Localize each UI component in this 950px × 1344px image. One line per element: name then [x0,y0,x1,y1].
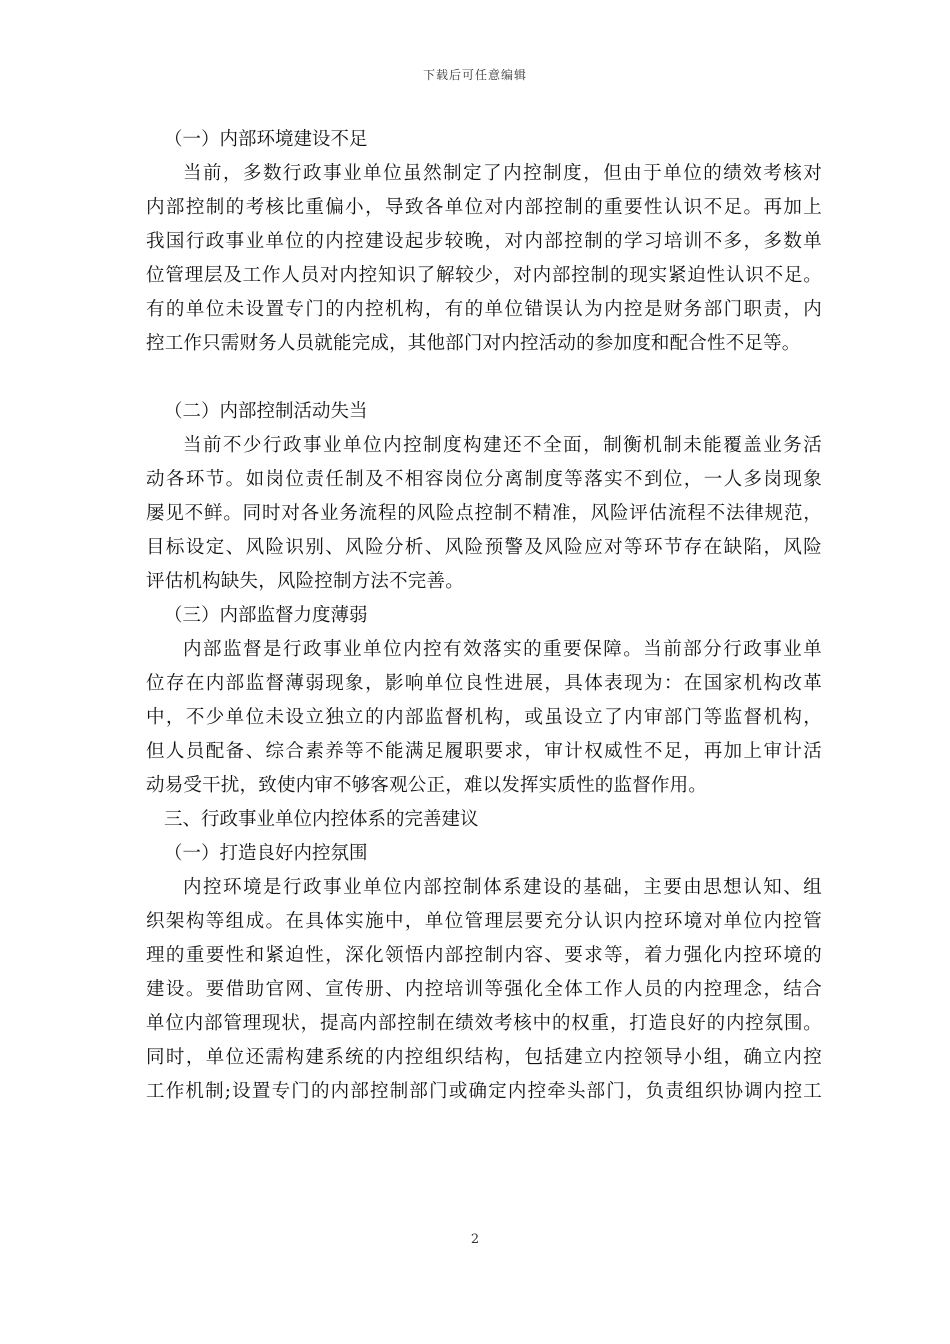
paragraph-line: 内部监督是行政事业单位内控有效落实的重要保障。当前部分行政事业单 [183,639,822,660]
paragraph-control-atmosphere [146,871,822,1109]
paragraph-line: 目标设定、风险识别、风险分析、风险预警及风险应对等环节存在缺陷，风险 [146,537,822,558]
paragraph-line: 建设。要借助官网、宣传册、内控培训等强化全体工作人员的内控理念，结合 [146,979,822,1000]
paragraph-line: 中，不少单位未设立独立的内部监督机构，或虽设立了内审部门等监督机构， [146,707,822,728]
paragraph-line: 动各环节。如岗位责任制及不相容岗位分离制度等落实不到位，一人多岗现象 [146,469,822,490]
paragraph-line: 织架构等组成。在具体实施中，单位管理层要充分认识内控环境对单位内控管 [146,911,822,932]
paragraph-line: 当前不少行政事业单位内控制度构建还不全面，制衡机制未能覆盖业务活 [183,435,822,456]
chapter-heading-improvement-suggestions: 三、行政事业单位内控体系的完善建议 [164,809,479,830]
page-header: 下载后可任意编辑 [422,68,527,82]
paragraph-line: 我国行政事业单位的内控建设起步较晚，对内部控制的学习培训不多，多数单 [146,231,822,252]
section-heading-control-activities: （二）内部控制活动失当 [164,401,368,422]
paragraph-line: 控工作只需财务人员就能完成，其他部门对内控活动的参加度和配合性不足等。 [146,333,801,354]
blank-line [146,361,822,395]
paragraph-line: 理的重要性和紧迫性，深化领悟内部控制内容、要求等，着力强化内控环境的 [146,945,822,966]
paragraph-line: 位管理层及工作人员对内控知识了解较少，对内部控制的现实紧迫性认识不足。 [146,265,822,286]
paragraph-line: 单位内部管理现状，提高内部控制在绩效考核中的权重，打造良好的内控氛围。 [146,1013,822,1034]
paragraph-line: 有的单位未设置专门的内控机构，有的单位错误认为内控是财务部门职责，内 [146,299,822,320]
paragraph-line: 位存在内部监督薄弱现象，影响单位良性进展，具体表现为：在国家机构改革 [146,673,822,694]
paragraph-line: 评估机构缺失，风险控制方法不完善。 [146,571,464,592]
paragraph-internal-environment [146,157,822,361]
paragraph-line: 内部控制的考核比重偏小，导致各单位对内部控制的重要性认识不足。再加上 [146,197,822,218]
paragraph-line: 工作机制;设置专门的内部控制部门或确定内控牵头部门，负责组织协调内控工 [146,1081,822,1102]
paragraph-line: 内控环境是行政事业单位内部控制体系建设的基础，主要由思想认知、组 [183,877,822,898]
paragraph-line: 动易受干扰，致使内审不够客观公正，难以发挥实质性的监督作用。 [146,775,708,796]
section-heading-internal-environment: （一）内部环境建设不足 [164,129,368,150]
paragraph-line: 屡见不鲜。同时对各业务流程的风险点控制不精准，风险评估流程不法律规范， [146,503,822,524]
paragraph-line: 当前，多数行政事业单位虽然制定了内控制度，但由于单位的绩效考核对 [183,163,822,184]
paragraph-internal-supervision [146,633,822,803]
paragraph-line: 同时，单位还需构建系统的内控组织结构，包括建立内控领导小组，确立内控 [146,1047,822,1068]
paragraph-line: 但人员配备、综合素养等不能满足履职要求，审计权威性不足，再加上审计活 [146,741,822,762]
page-number: 2 [470,1232,480,1247]
section-heading-control-atmosphere: （一）打造良好内控氛围 [164,843,368,864]
paragraph-control-activities [146,429,822,599]
section-heading-internal-supervision: （三）内部监督力度薄弱 [164,605,368,626]
document-body [146,123,822,1109]
